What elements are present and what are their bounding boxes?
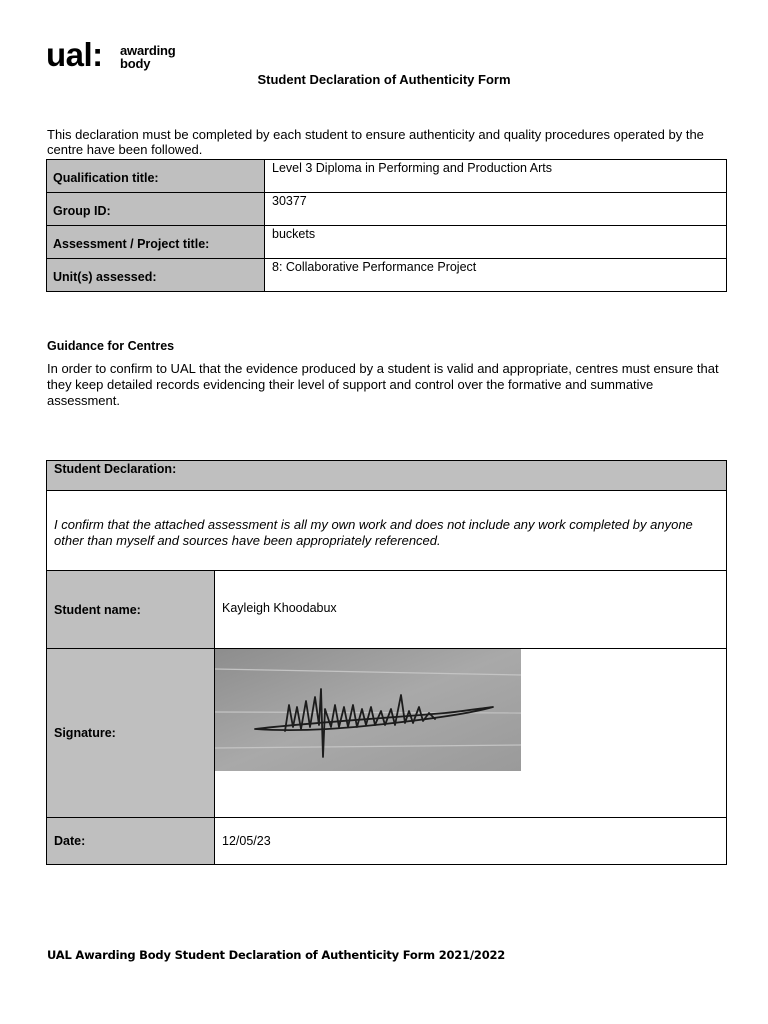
declaration-statement: I confirm that the attached assessment is all my own work and does not include any work completed by anyone other than myself and sources have been appropriately referenced. bbox=[47, 491, 727, 571]
table-row bbox=[47, 193, 727, 226]
table-row bbox=[47, 491, 727, 571]
units-assessed-label: Unit(s) assessed: bbox=[47, 259, 265, 292]
guidance-heading: Guidance for Centres bbox=[47, 339, 175, 353]
table-row bbox=[47, 160, 727, 193]
table-row bbox=[47, 649, 727, 818]
handwritten-signature bbox=[215, 649, 521, 771]
units-assessed-value: 8: Collaborative Performance Project bbox=[265, 259, 727, 292]
qualification-table bbox=[46, 159, 727, 292]
table-row bbox=[47, 818, 727, 865]
logo-brand: ual: bbox=[46, 36, 103, 73]
table-row bbox=[47, 259, 727, 292]
signature-label: Signature: bbox=[47, 649, 215, 818]
qualification-title-label: Qualification title: bbox=[47, 160, 265, 193]
logo-line-1: awarding bbox=[120, 43, 176, 58]
page-title: Student Declaration of Authenticity Form bbox=[257, 72, 511, 87]
guidance-text: In order to confirm to UAL that the evidence produced by a student is valid and appropriate, centres must ensure that they keep detailed records evidencing their level of support and control over the formative and summative assessment. bbox=[47, 361, 719, 408]
declaration-heading-cell bbox=[47, 461, 727, 491]
student-name-label: Student name: bbox=[47, 571, 215, 649]
logo-line-2: body bbox=[120, 56, 151, 71]
table-row bbox=[47, 461, 727, 491]
declaration-heading: Student Declaration: bbox=[54, 462, 177, 476]
group-id-value: 30377 bbox=[265, 193, 727, 226]
table-row bbox=[47, 226, 727, 259]
logo-subtitle bbox=[120, 44, 175, 70]
project-title-label: Assessment / Project title: bbox=[47, 226, 265, 259]
project-title-value: buckets bbox=[265, 226, 727, 259]
date-label: Date: bbox=[47, 818, 215, 865]
signature-image bbox=[215, 649, 521, 771]
page-footer: UAL Awarding Body Student Declaration of Authenticity Form 2021/2022 bbox=[47, 948, 506, 962]
student-declaration-table bbox=[46, 460, 727, 865]
group-id-label: Group ID: bbox=[47, 193, 265, 226]
table-row bbox=[47, 571, 727, 649]
qualification-title-value: Level 3 Diploma in Performing and Production Arts bbox=[265, 160, 727, 193]
intro-text: This declaration must be completed by each student to ensure authenticity and quality procedures operated by the centre have been followed. bbox=[47, 127, 704, 157]
date-value: 12/05/23 bbox=[215, 818, 727, 865]
signature-cell bbox=[215, 649, 727, 818]
student-name-value: Kayleigh Khoodabux bbox=[215, 571, 727, 649]
